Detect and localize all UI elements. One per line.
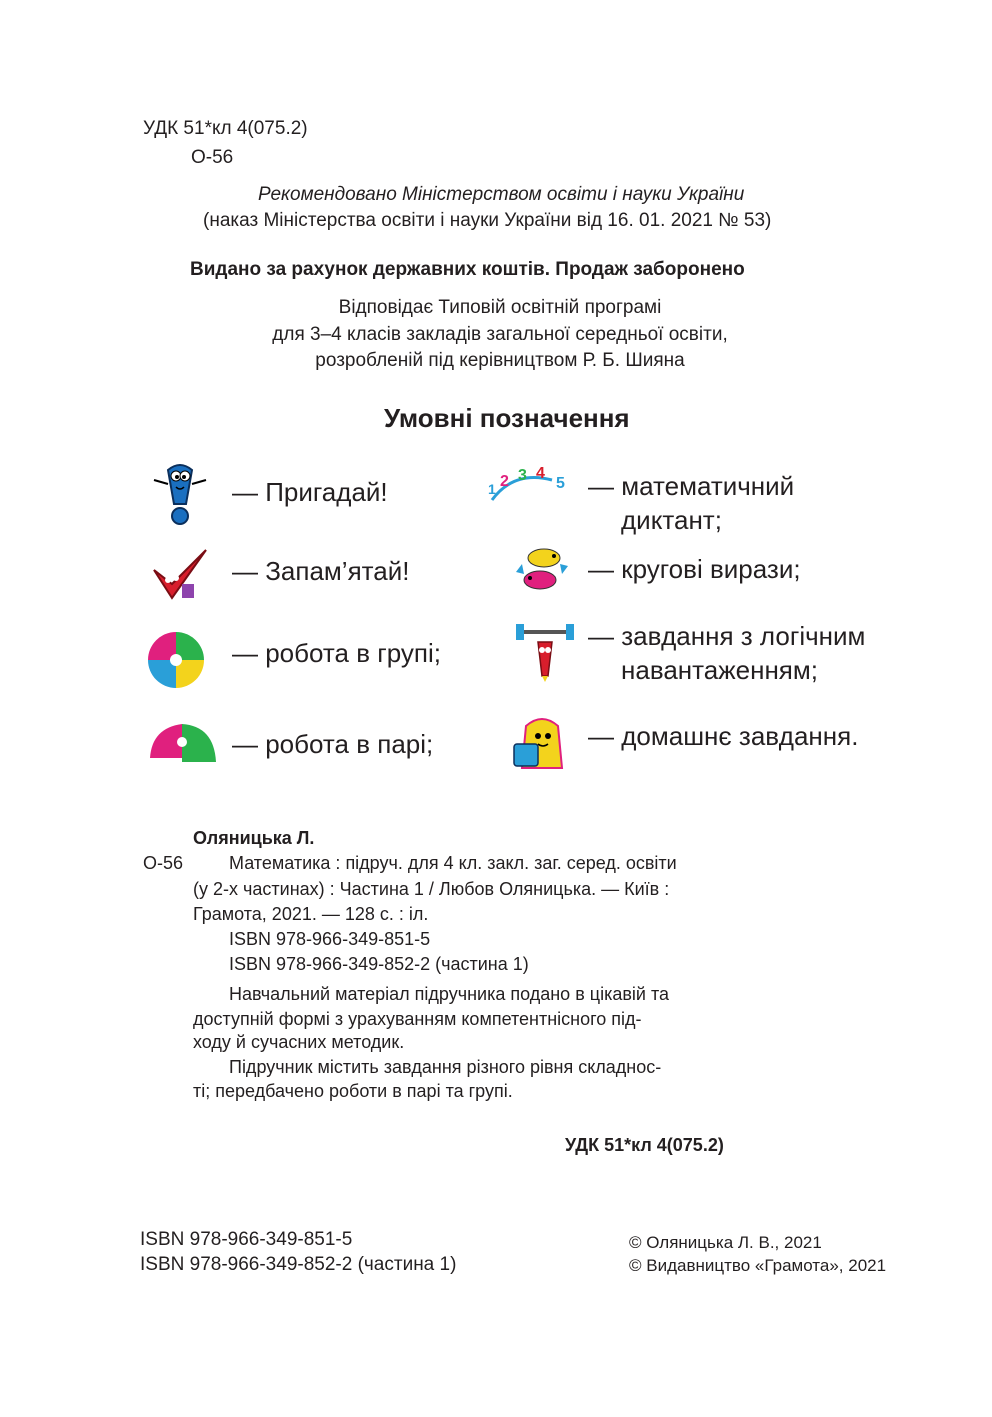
symbol-label-logic-tasks-2: навантаженням; xyxy=(621,655,818,685)
digit-3-label: 3 xyxy=(518,467,527,484)
footer-isbn-2: ISBN 978-966-349-852-2 (частина 1) xyxy=(140,1254,457,1275)
copyright-author: © Оляницька Л. В., 2021 xyxy=(629,1233,822,1252)
digit-2-label: 2 xyxy=(500,473,509,490)
state-funded-notice: Видано за рахунок державних коштів. Продаж заборонено xyxy=(190,259,745,280)
book-code: О-56 xyxy=(191,147,234,168)
backpack-icon xyxy=(512,712,572,772)
symbols-title: Умовні позначення xyxy=(384,403,630,433)
symbol-label-pair-work: — робота в парі; xyxy=(232,729,434,759)
symbol-label-group-work: — робота в групі; xyxy=(232,638,441,668)
symbol-label-circular-expressions: — кругові вирази; xyxy=(588,554,801,584)
checkmark-character-icon xyxy=(148,546,210,602)
program-line-1: Відповідає Типовій освітній програмі xyxy=(338,297,662,318)
symbol-label-remember: — Пригадай! xyxy=(232,477,388,507)
digit-4-label: 4 xyxy=(536,465,545,482)
udk-code: УДК 51*кл 4(075.2) xyxy=(143,118,308,139)
numbers-arc-icon xyxy=(484,462,576,502)
annotation-udk: УДК 51*кл 4(075.2) xyxy=(565,1135,724,1155)
annotation-para-1-line-1: Навчальний матеріал підручника подано в цікавій та xyxy=(229,984,670,1004)
exclamation-character-icon xyxy=(148,460,212,526)
pencil-weightlifter-icon xyxy=(514,622,576,684)
annotation-isbn-2: ISBN 978-966-349-852-2 (частина 1) xyxy=(229,954,529,974)
program-line-2: для 3–4 класів закладів загальної середньої освіти, xyxy=(272,324,728,345)
annotation-line-2: (у 2-х частинах) : Частина 1 / Любов Оляницька. — Київ : xyxy=(193,879,670,899)
symbol-label-dictation-2: диктант; xyxy=(621,505,722,535)
symbol-label-memorize: — Запам’ятай! xyxy=(232,556,410,586)
annotation-line-3: Грамота, 2021. — 128 с. : іл. xyxy=(193,904,429,924)
symbol-label-homework: — домашнє завдання. xyxy=(588,721,859,751)
symbol-label-logic-tasks: — завдання з логічним xyxy=(588,621,866,651)
puzzle-group-icon xyxy=(144,630,208,692)
annotation-para-1-line-2: доступній формі з урахуванням компетентнісного під- xyxy=(193,1009,642,1029)
digit-5-label: 5 xyxy=(556,475,565,492)
annotation-para-1-line-3: ходу й сучасних методик. xyxy=(193,1032,405,1052)
recommendation-line-1: Рекомендовано Міністерством освіти і науки України xyxy=(258,184,745,205)
fish-circle-icon xyxy=(514,544,570,594)
copyright-publisher: © Видавництво «Грамота», 2021 xyxy=(629,1256,887,1275)
symbol-label-dictation: — математичний xyxy=(588,471,795,501)
digit-1-label: 1 xyxy=(488,481,496,497)
recommendation-line-2: (наказ Міністерства освіти і науки України від 16. 01. 2021 № 53) xyxy=(203,210,772,231)
annotation-para-2-line-1: Підручник містить завдання різного рівня складнос- xyxy=(229,1057,662,1077)
footer-isbn-1: ISBN 978-966-349-851-5 xyxy=(140,1229,353,1250)
author-name: Оляницька Л. xyxy=(193,828,315,848)
annotation-code: О-56 xyxy=(143,853,184,873)
program-line-3: розробленій під керівництвом Р. Б. Шияна xyxy=(315,350,685,371)
puzzle-pair-icon xyxy=(146,718,220,768)
annotation-line-1: Математика : підруч. для 4 кл. закл. заг. серед. освіти xyxy=(229,853,677,873)
annotation-para-2-line-2: ті; передбачено роботи в парі та групі. xyxy=(193,1081,513,1101)
annotation-isbn-1: ISBN 978-966-349-851-5 xyxy=(229,929,431,949)
